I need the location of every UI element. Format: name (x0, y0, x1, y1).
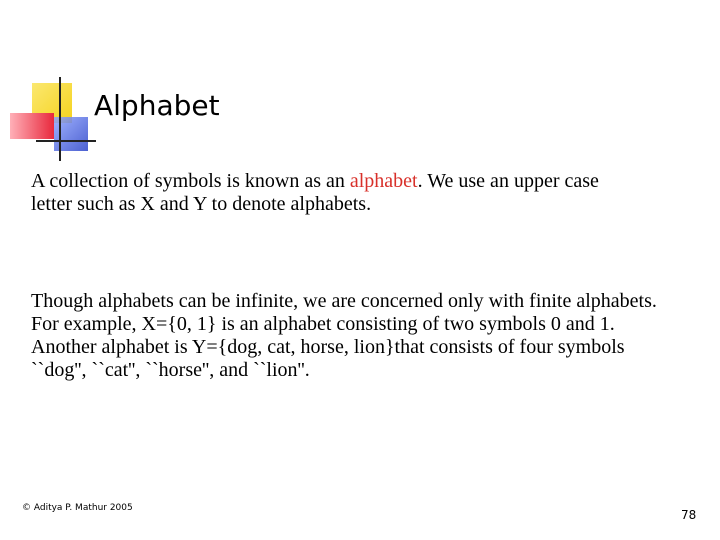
page-number: 78 (681, 508, 697, 522)
red-rectangle (10, 113, 54, 139)
paragraph-alphabet-examples: Though alphabets can be infinite, we are concerned only with finite alphabets. For example, X={0, 1} is an alphabet consisting of two symbols 0 and 1. Another alphabet is Y={dog, cat, horse, lion}that consists of four symbols ``dog'', ``cat'', ``horse'', and ``lion''. (31, 290, 657, 381)
paragraph-alphabet-definition (31, 170, 631, 216)
paragraph1-text-before: A collection of symbols is known as an (31, 170, 350, 192)
copyright-footer: © Aditya P. Mathur 2005 (22, 503, 133, 513)
paragraph1-text-after: . We use an upper case letter such as X and Y to denote alphabets. (31, 170, 599, 215)
highlighted-term: alphabet (349, 170, 418, 192)
title-decoration-graphic (8, 75, 98, 165)
slide-title: Alphabet (94, 89, 220, 122)
